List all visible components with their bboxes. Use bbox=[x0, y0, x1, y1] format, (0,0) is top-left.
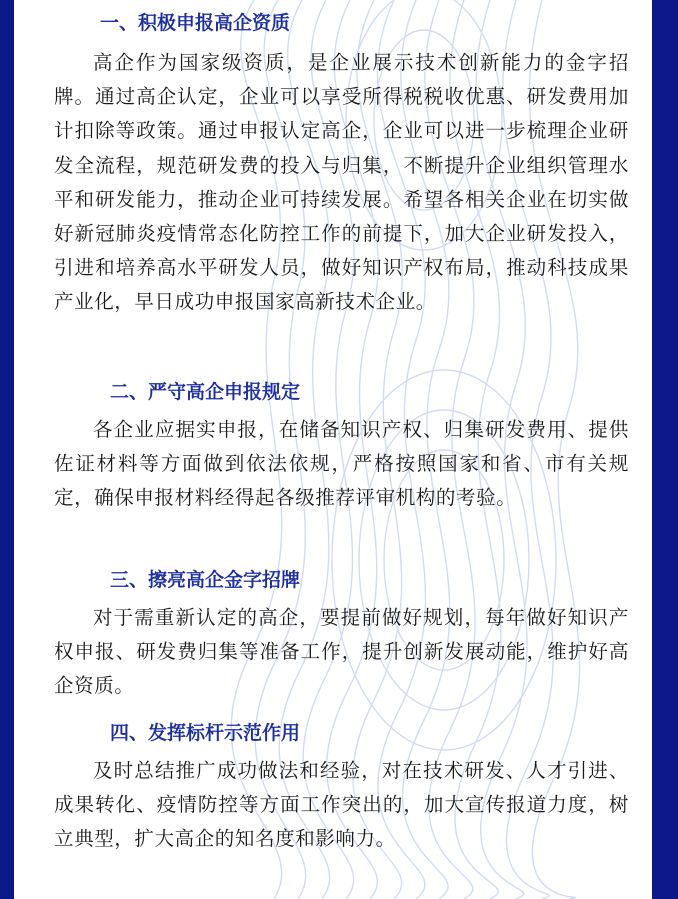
section-heading: 一、积极申报高企资质 bbox=[100, 12, 291, 34]
section-heading: 三、擦亮高企金字招牌 bbox=[110, 569, 301, 591]
article-panel bbox=[14, 0, 652, 899]
section-heading: 二、严守高企申报规定 bbox=[110, 381, 301, 403]
section-heading: 四、发挥标杆示范作用 bbox=[110, 722, 301, 744]
section-paragraph: 及时总结推广成功做法和经验，对在技术研发、人才引进、成果转化、疫情防控等方面工作突出的，加大宣传报道力度，树立典型，扩大高企的知名度和影响力。 bbox=[54, 759, 629, 851]
section-paragraph: 对于需重新认定的高企，要提前做好规划，每年做好知识产权申报、研发费归集等准备工作，提升创新发展动能，维护好高企资质。 bbox=[54, 606, 629, 698]
section-paragraph: 高企作为国家级资质，是企业展示技术创新能力的金字招牌。通过高企认定，企业可以享受所得税税收优惠、研发费用加计扣除等政策。通过申报认定高企，企业可以进一步梳理企业研发全流程，规范研发费的投入与归集，不断提升企业组织管理水平和研发能力，推动企业可持续发展。希望各相关企业在切实做好新冠肺炎疫情常态化防控工作的前提下，加大企业研发投入，引进和培养高水平研发人员，做好知识产权布局，推动科技成果产业化，早日成功申报国家高新技术企业。 bbox=[54, 51, 629, 314]
right-frame-bar bbox=[652, 0, 678, 899]
left-frame-bar bbox=[0, 0, 14, 899]
section-paragraph: 各企业应据实申报，在储备知识产权、归集研发费用、提供佐证材料等方面做到依法依规，严格按照国家和省、市有关规定，确保申报材料经得起各级推荐评审机构的考验。 bbox=[54, 418, 629, 510]
